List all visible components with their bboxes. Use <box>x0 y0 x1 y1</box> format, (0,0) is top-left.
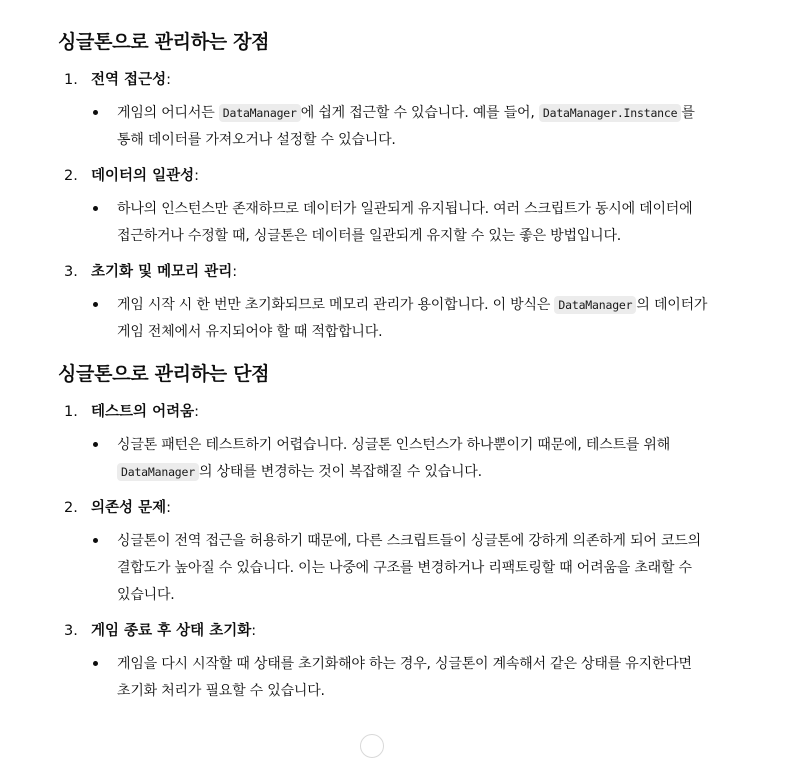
item-number: 3. <box>64 623 78 639</box>
item-title: 테스트의 어려움 <box>91 404 195 420</box>
bullet-icon <box>91 100 117 154</box>
document-body <box>58 26 728 705</box>
bullet-text: 게임의 어디서든 DataManager 에 쉽게 접근할 수 있습니다. 예를 들어, DataManager.Instance 를 통해 데이터를 가져오거나 설정할 수 있습니다. <box>117 105 695 148</box>
item-title: 초기화 및 메모리 관리 <box>91 264 233 280</box>
bullet-text: 게임을 다시 시작할 때 상태를 초기화해야 하는 경우, 싱글톤이 계속해서 같은 상태를 유지한다면 초기화 처리가 필요할 수 있습니다. <box>117 656 692 699</box>
list-item: 2. 의존성 문제: 싱글톤이 전역 접근을 허용하기 때문에, 다른 스크립트들이 싱글톤에 강하게 의존하게 되어 코드의 결합도가 높아질 수 있습니다. 이는 나중에 구조를 변경하거나 리팩토링할 때 어려움을 초래할 수 있습니다. <box>58 492 728 609</box>
cons-list <box>58 396 728 705</box>
bullet-icon <box>91 432 117 486</box>
bullet-icon <box>91 196 117 250</box>
list-item: 1. 테스트의 어려움: 싱글톤 패턴은 테스트하기 어렵습니다. 싱글톤 인스턴스가 하나뿐이기 때문에, 테스트를 위해 DataManager 의 상태를 변경하는 것이 복잡해질 수 있습니다. <box>58 396 728 486</box>
list-item: 1. 전역 접근성: 게임의 어디서든 DataManager 에 쉽게 접근할 수 있습니다. 예를 들어, DataManager.Instance 를 통해 데이터를 가져오거나 설정할 수 있습니다. <box>58 64 728 154</box>
pros-list <box>58 64 728 346</box>
bullet-icon <box>91 292 117 346</box>
inline-code: DataManager <box>554 296 636 314</box>
bullet-icon <box>91 528 117 609</box>
section-heading-cons: 싱글톤으로 관리하는 단점 <box>58 363 270 385</box>
scroll-down-button[interactable] <box>360 734 384 758</box>
list-item: 3. 초기화 및 메모리 관리: 게임 시작 시 한 번만 초기화되므로 메모리 관리가 용이합니다. 이 방식은 DataManager 의 데이터가 게임 전체에서 유지되어야 할 때 적합합니다. <box>58 256 728 346</box>
bullet-text: 싱글톤이 전역 접근을 허용하기 때문에, 다른 스크립트들이 싱글톤에 강하게 의존하게 되어 코드의 결합도가 높아질 수 있습니다. 이는 나중에 구조를 변경하거나 리팩토링할 때 어려움을 초래할 수 있습니다. <box>117 533 701 603</box>
item-title: 게임 종료 후 상태 초기화 <box>91 623 252 639</box>
list-item: 2. 데이터의 일관성: 하나의 인스턴스만 존재하므로 데이터가 일관되게 유지됩니다. 여러 스크립트가 동시에 데이터에 접근하거나 수정할 때, 싱글톤은 데이터를 일관되게 유지할 수 있는 좋은 방법입니다. <box>58 160 728 250</box>
item-title: 데이터의 일관성 <box>91 168 195 184</box>
bullet-icon <box>91 651 117 705</box>
item-number: 3. <box>64 264 78 280</box>
bullet-text: 싱글톤 패턴은 테스트하기 어렵습니다. 싱글톤 인스턴스가 하나뿐이기 때문에, 테스트를 위해 DataManager 의 상태를 변경하는 것이 복잡해질 수 있습니다. <box>117 437 671 480</box>
inline-code: DataManager <box>117 463 199 481</box>
list-item: 3. 게임 종료 후 상태 초기화: 게임을 다시 시작할 때 상태를 초기화해야 하는 경우, 싱글톤이 계속해서 같은 상태를 유지한다면 초기화 처리가 필요할 수 있습니다. <box>58 615 728 705</box>
bullet-text: 게임 시작 시 한 번만 초기화되므로 메모리 관리가 용이합니다. 이 방식은 DataManager 의 데이터가 게임 전체에서 유지되어야 할 때 적합합니다. <box>117 297 708 340</box>
inline-code: DataManager <box>219 104 301 122</box>
inline-code: DataManager.Instance <box>539 104 681 122</box>
item-title: 의존성 문제 <box>91 500 167 516</box>
item-number: 1. <box>64 404 78 420</box>
item-number: 2. <box>64 500 78 516</box>
item-title: 전역 접근성 <box>91 72 167 88</box>
item-number: 2. <box>64 168 78 184</box>
bullet-text: 하나의 인스턴스만 존재하므로 데이터가 일관되게 유지됩니다. 여러 스크립트가 동시에 데이터에 접근하거나 수정할 때, 싱글톤은 데이터를 일관되게 유지할 수 있는 좋은 방법입니다. <box>117 201 693 244</box>
item-number: 1. <box>64 72 78 88</box>
section-heading-pros: 싱글톤으로 관리하는 장점 <box>58 31 270 53</box>
